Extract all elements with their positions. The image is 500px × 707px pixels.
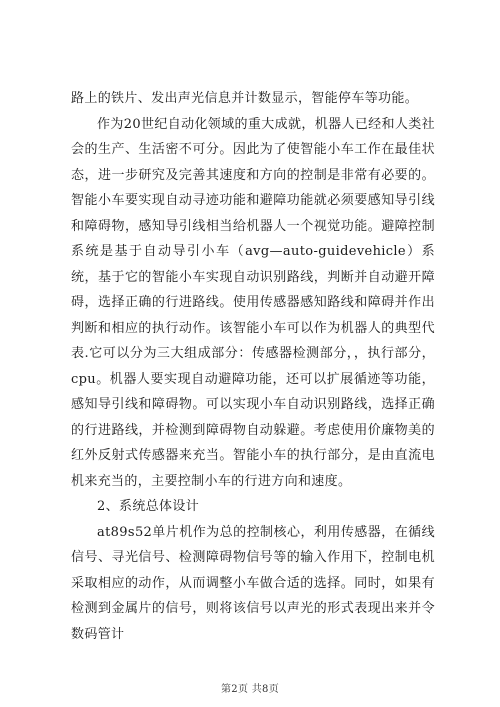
paragraph-continuation: 路上的铁片、发出声光信息并计数显示，智能停车等功能。 [71, 91, 419, 106]
paragraph-system-design: at89s52单片机作为总的控制核心，利用传感器，在循线信号、寻光信号、检测障碍物信号等的输入作用下，控制电机采取相应的动作，从而调整小车做合适的选择。同时，如果有检测到金属片的信号，则将该信号以声光的形式表现出来并令数码管计 [71, 524, 435, 642]
paragraph-robot-intro: 作为20世纪自动化领域的重大成就，机器人已经和人类社会的生产、生活密不可分。因此为了使智能小车工作在最佳状态，进一步研究及完善其速度和方向的控制是非常有必要的。智能小车要实现自动寻迹功能和避障功能就必须要感知导引线和障碍物，感知导引线相当给机器人一个视觉功能。避障控制系统是基于自动导引小车（avg—auto-guidevehicle）系统，基于它的智能小车实现自动识别路线，判断并自动避开障碍，选择正确的行进路线。使用传感器感知路线和障碍并作出判断和相应的执行动作。该智能小车可以作为机器人的典型代表.它可以分为三大组成部分：传感器检测部分，，执行部分，cpu。机器人要实现自动避障功能，还可以扩展循迹等功能，感知导引线和障碍物。可以实现小车自动识别路线，选择正确的行进路线，并检测到障碍物自动躲避。考虑使用价廉物美的红外反射式传感器来充当。智能小车的执行部分，是由直流电机来充当的，主要控制小车的行进方向和速度。 [71, 116, 435, 489]
document-body [71, 86, 435, 647]
section-heading: 2、系统总体设计 [97, 499, 200, 514]
page-footer: 第2页 共8页 [220, 684, 279, 695]
